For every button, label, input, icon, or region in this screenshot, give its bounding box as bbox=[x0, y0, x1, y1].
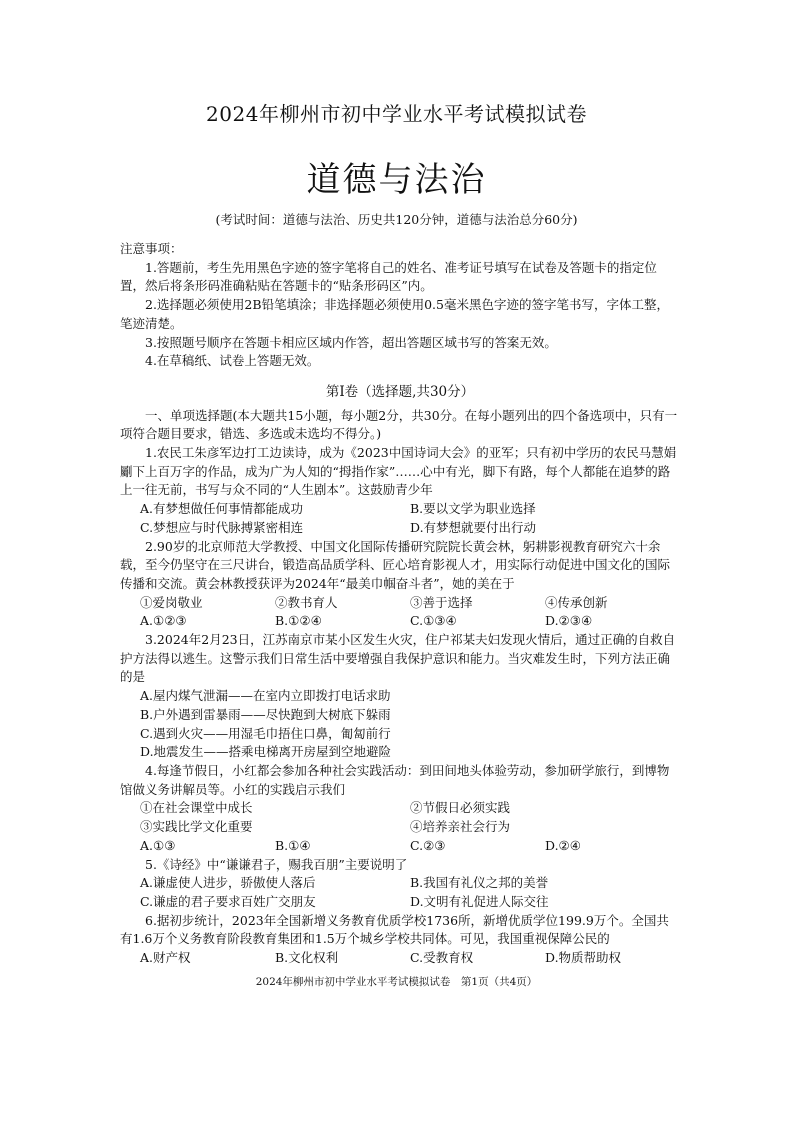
item-1: ①在社会课堂中成长 bbox=[140, 800, 253, 816]
option-b: B.户外遇到雷暴雨——尽快跑到大树底下躲雨 bbox=[140, 706, 391, 722]
question-6-options bbox=[120, 949, 680, 968]
option-a: A.有梦想做任何事情都能成功 bbox=[140, 501, 304, 517]
note-item: 4.在草稿纸、试卷上答题无效。 bbox=[145, 353, 320, 369]
option-b: B.我国有礼仪之邦的美誉 bbox=[410, 875, 549, 891]
option-d: D.地震发生——搭乘电梯离开房屋到空地避险 bbox=[140, 744, 392, 760]
question-4-options bbox=[120, 837, 680, 856]
exam-title: 2024年柳州市初中学业水平考试模拟试卷 bbox=[206, 102, 587, 126]
item-2: ②节假日必须实践 bbox=[410, 800, 511, 816]
item-4: ④传承创新 bbox=[545, 594, 608, 610]
subject-title: 道德与法治 bbox=[306, 160, 487, 200]
option-b: B.要以文学为职业选择 bbox=[410, 501, 536, 517]
question-2-items bbox=[120, 594, 680, 613]
question-5-options bbox=[120, 874, 680, 893]
option-d: D.有梦想就要付出行动 bbox=[410, 519, 537, 535]
note-item: 2.选择题必须使用2B铅笔填涂；非选择题必须使用0.5毫米黑色字迹的签字笔书写，字体工整，笔迹清楚。 bbox=[120, 297, 669, 331]
question-6-stem: 6.据初步统计，2023年全国新增义务教育优质学校1736所，新增优质学位199.9万个。全国共有1.6万个义务教育阶段教育集团和1.5万个城乡学校共同体。可见，我国重视保障公民的 bbox=[120, 912, 669, 947]
option-c: C.梦想应与时代脉搏紧密相连 bbox=[140, 519, 304, 535]
note-item: 3.按照题号顺序在答题卡相应区域内作答，超出答题区域书写的答案无效。 bbox=[145, 334, 557, 350]
note-item: 1.答题前，考生先用黑色字迹的签字笔将自己的姓名、准考证号填写在试卷及答题卡的指定位置，然后将条形码准确粘贴在答题卡的“贴条形码区”内。 bbox=[120, 259, 657, 294]
option-a: A.谦虚使人进步，骄傲使人落后 bbox=[140, 875, 316, 891]
question-2-stem: 2.90岁的北京师范大学教授、中国文化国际传播研究院院长黄会林，躬耕影视教育研究六十余载，至今仍坚守在三尺讲台，锻造高品质学科、匠心培育影视人才，用实际行动促进中国文化的国际传播和交流。黄会林教授获评为2024年“最美巾帼奋斗者”，她的美在于 bbox=[120, 538, 671, 591]
question-4-items bbox=[120, 799, 680, 818]
option-b: B.①②④ bbox=[275, 613, 322, 629]
option-c: C.②③ bbox=[410, 837, 446, 853]
question-1-options bbox=[120, 519, 680, 538]
question-4-stem: 4.每逢节假日，小红都会参加各种社会实践活动：到田间地头体验劳动，参加研学旅行，到博物馆做义务讲解员等。小红的实践启示我们 bbox=[120, 762, 670, 797]
option-a: A.财产权 bbox=[140, 950, 191, 966]
time-note: (考试时间：道德与法治、历史共120分钟，道德与法治总分60分) bbox=[215, 212, 578, 227]
option-a: A.①③ bbox=[140, 837, 176, 853]
question-4-items bbox=[120, 818, 680, 837]
option-a: A.屋内煤气泄漏——在室内立即拨打电话求助 bbox=[140, 688, 391, 704]
option-c: C.受教育权 bbox=[410, 950, 474, 966]
item-1: ①爱岗敬业 bbox=[140, 594, 203, 610]
option-b: B.①④ bbox=[275, 837, 311, 853]
page-footer: 2024年柳州市初中学业水平考试模拟试卷 第1页（共4页） bbox=[255, 976, 538, 988]
item-2: ②教书育人 bbox=[275, 594, 338, 610]
option-c: C.谦虚的君子要求百姓广交朋友 bbox=[140, 893, 316, 909]
section-title: 第Ⅰ卷（选择题,共30分） bbox=[325, 383, 475, 400]
option-c: C.遇到火灾——用湿毛巾捂住口鼻，匍匐前行 bbox=[140, 725, 391, 741]
question-5-stem: 5.《诗经》中“谦谦君子，赐我百朋”主要说明了 bbox=[145, 856, 408, 872]
option-a: A.①②③ bbox=[140, 613, 187, 629]
question-5-options bbox=[120, 893, 680, 912]
instructions: 一、单项选择题(本大题共15小题，每小题2分，共30分。在每小题列出的四个备选项中，只有一项符合题目要求，错选、多选或未选均不得分。) bbox=[120, 407, 678, 442]
question-3-stem: 3.2024年2月23日，江苏南京市某小区发生火灾，住户祁某夫妇发现火情后，通过正确的自救自护方法得以逃生。这警示我们日常生活中要增强自我保护意识和能力。当灾难发生时，下列方法正确的是 bbox=[120, 632, 676, 685]
option-d: D.②③④ bbox=[545, 613, 593, 629]
option-d: D.文明有礼促进人际交往 bbox=[410, 893, 549, 909]
option-c: C.①③④ bbox=[410, 613, 457, 629]
option-d: D.物质帮助权 bbox=[545, 950, 622, 966]
item-4: ④培养亲社会行为 bbox=[410, 819, 511, 835]
item-3: ③实践比学文化重要 bbox=[140, 819, 253, 835]
option-b: B.文化权利 bbox=[275, 950, 339, 966]
notes-heading: 注意事项： bbox=[120, 241, 183, 256]
question-1-stem: 1.农民工朱彦军边打工边读诗，成为《2023中国诗词大会》的亚军；只有初中学历的农民马慧娟劚下上百万字的作品，成为广为人知的“拇指作家”……心中有光，脚下有路，每个人都能在追梦的路上一往无前，书写与众不同的“人生剧本”。这鼓励青少年 bbox=[120, 445, 677, 498]
option-d: D.②④ bbox=[545, 837, 581, 853]
exam-content bbox=[120, 240, 680, 968]
item-3: ③善于选择 bbox=[410, 594, 473, 610]
question-1-options bbox=[120, 500, 680, 519]
question-2-options bbox=[120, 612, 680, 631]
